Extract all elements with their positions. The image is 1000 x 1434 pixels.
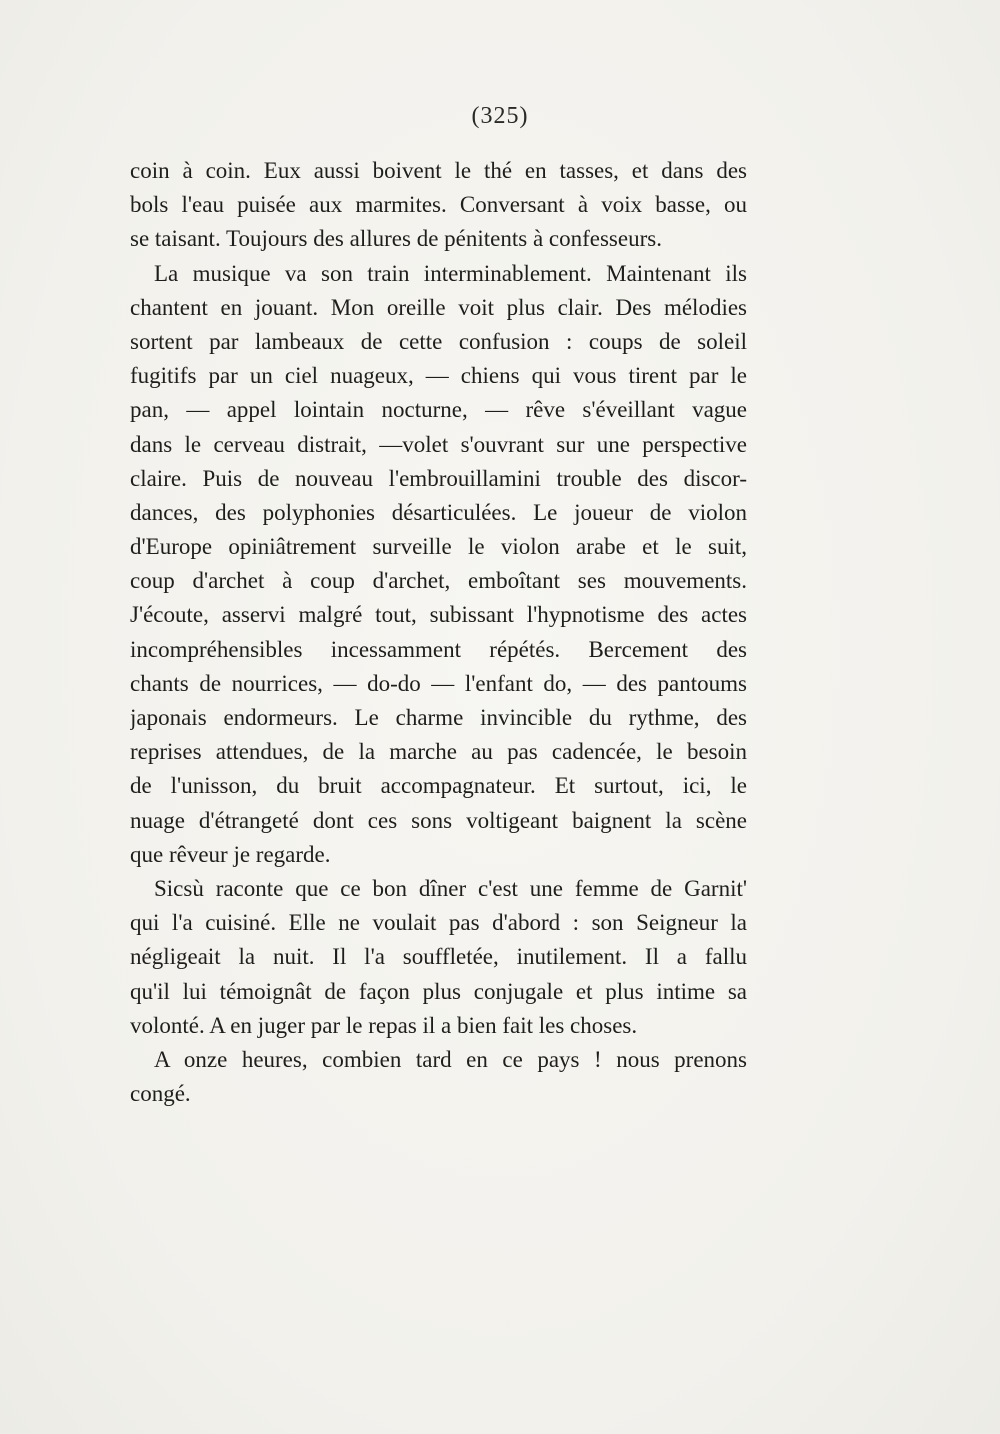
text-line: congé. (130, 1081, 191, 1107)
text-line: nuage d'étrangeté dont ces sons voltigeant baignent la scène (130, 807, 747, 833)
text-line: reprises attendues, de la marche au pas cadencée, le besoin (130, 739, 747, 765)
text-line: négligeait la nuit. Il l'a souffletée, inutilement. Il a fallu (130, 944, 747, 970)
text-line: pan, — appel lointain nocturne, — rêve s'éveillant vague (130, 397, 747, 423)
text-line: dances, des polyphonies désarticulées. Le joueur de violon (130, 499, 747, 525)
text-line: d'Europe opiniâtrement surveille le violon arabe et le suit, (130, 534, 747, 560)
text-line: chants de nourrices, — do-do — l'enfant do, — des pantoums (130, 670, 747, 696)
text-line: claire. Puis de nouveau l'embrouillamini trouble des discor- (130, 465, 747, 491)
text-line: La musique va son train interminablement. Maintenant ils (154, 260, 747, 286)
text-line: qu'il lui témoignât de façon plus conjugale et plus intime sa (130, 978, 747, 1004)
text-line: de l'unisson, du bruit accompagnateur. Et surtout, ici, le (130, 773, 747, 799)
text-line: que rêveur je regarde. (130, 841, 331, 867)
text-line: japonais endormeurs. Le charme invincible du rythme, des (130, 705, 747, 730)
text-line: Sicsù raconte que ce bon dîner c'est une femme de Garnit' (154, 875, 747, 901)
text-line: J'écoute, asservi malgré tout, subissant l'hypnotisme des actes (130, 602, 747, 628)
text-line: A onze heures, combien tard en ce pays ! nous prenons (154, 1046, 747, 1072)
text-line: se taisant. Toujours des allures de pénitents à confesseurs. (130, 226, 662, 252)
text-line: incompréhensibles incessamment répétés. Bercement des (130, 636, 747, 662)
text-line: volonté. A en juger par le repas il a bien fait les choses. (130, 1012, 638, 1038)
text-line: fugitifs par un ciel nuageux, — chiens qui vous tirent par le (130, 363, 747, 389)
text-line: sortent par lambeaux de cette confusion : coups de soleil (130, 328, 747, 354)
text-line: dans le cerveau distrait, —volet s'ouvrant sur une perspective (130, 431, 747, 457)
text-line: chantent en jouant. Mon oreille voit plus clair. Des mélodies (130, 294, 747, 320)
text-line: bols l'eau puisée aux marmites. Conversant à voix basse, ou (130, 192, 747, 218)
body-text (130, 154, 747, 1111)
text-line: qui l'a cuisiné. Elle ne voulait pas d'abord : son Seigneur la (130, 910, 747, 936)
page-number: (325) (471, 103, 529, 129)
text-line: coup d'archet à coup d'archet, emboîtant ses mouvements. (130, 568, 747, 594)
text-line: coin à coin. Eux aussi boivent le thé en tasses, et dans des (130, 158, 747, 183)
